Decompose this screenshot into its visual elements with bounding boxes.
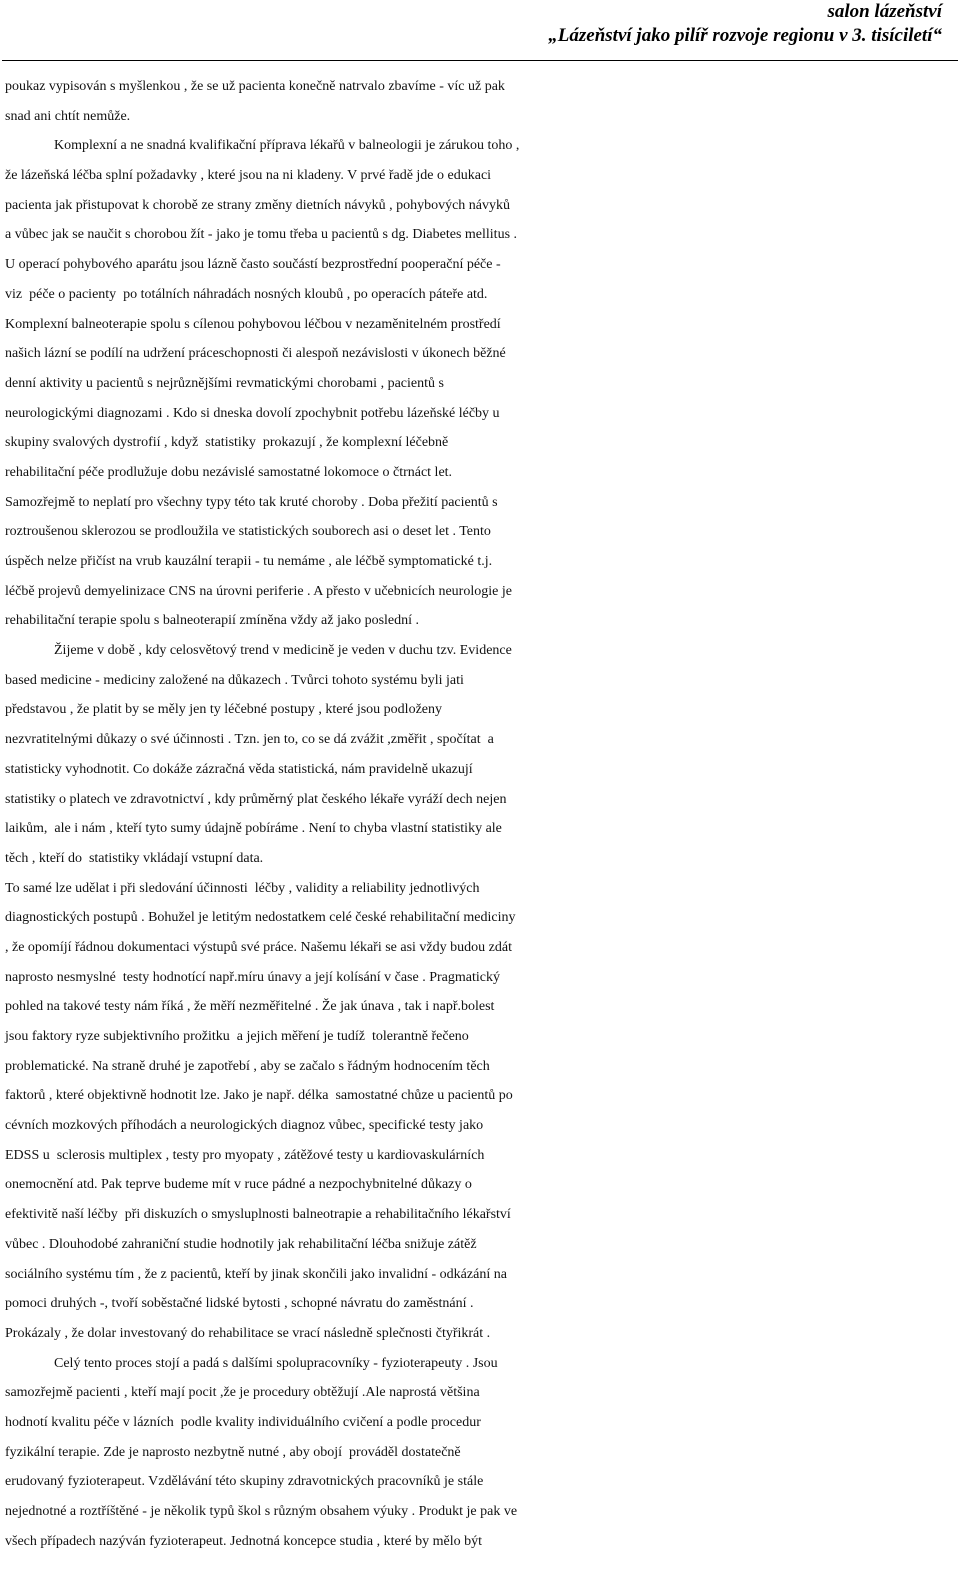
text-line: U operací pohybového aparátu jsou lázně často součástí bezprostřední pooperační péče -	[5, 257, 501, 273]
text-line: Komplexní a ne snadná kvalifikační příprava lékařů v balneologii je zárukou toho ,	[5, 138, 520, 154]
text-line: hodnotí kvalitu péče v lázních podle kvality individuálního cvičení a podle procedur	[5, 1414, 481, 1430]
text-line: Žijeme v době , kdy celosvětový trend v medicině je veden v duchu tzv. Evidence	[5, 643, 512, 659]
text-line: sociálního systému tím , že z pacientů, kteří by jinak skončili jako invalidní - odkázání na	[5, 1266, 507, 1282]
text-line: rehabilitační péče prodlužuje dobu nezávislé samostatné lokomoce o čtrnáct let.	[5, 464, 453, 480]
text-line: jsou faktory ryze subjektivního prožitku a jejich měření je tudíž tolerantně řečeno	[5, 1029, 469, 1044]
header-line-2: „Lázeňství jako pilíř rozvoje regionu v 3. tisíciletí“	[548, 25, 942, 46]
text-line: Prokázaly , že dolar investovaný do rehabilitace se vrací následně splečnosti čtyřikrát .	[5, 1325, 491, 1341]
text-line: Celý tento proces stojí a padá s dalšími spolupracovníky - fyzioterapeuty . Jsou	[5, 1355, 498, 1371]
text-line: rehabilitační terapie spolu s balneoterapií zmíněna vždy až jako poslední .	[5, 613, 420, 629]
text-line: vůbec . Dlouhodobé zahraniční studie hodnotily jak rehabilitační léčba snižuje zátěž	[5, 1236, 477, 1252]
text-line: těch , kteří do statistiky vkládají vstupní data.	[5, 850, 264, 866]
text-line: léčbě projevů demyelinizace CNS na úrovni periferie . A přesto v učebnicích neurologie je	[5, 583, 512, 599]
text-line: úspěch nelze přičíst na vrub kauzální terapii - tu nemáme , ale léčbě symptomatické t.j.	[5, 554, 493, 569]
text-line: pohled na takové testy nám říká , že měří nezměřitelné . Že jak únava , tak i např.bolest	[5, 999, 495, 1015]
text-line: pacienta jak přistupovat k chorobě ze strany změny dietních návyků , pohybových návyků	[5, 197, 511, 213]
text-line: denní aktivity u pacientů s nejrůznějšími revmatickými chorobami , pacientů s	[5, 375, 444, 391]
running-header	[548, 0, 942, 48]
text-line: efektivitě naší léčby při diskuzích o smysluplnosti balneotrapie a rehabilitačního lékařství	[5, 1207, 511, 1223]
text-line: naprosto nesmyslné testy hodnotící např.míru únavy a její kolísání v čase . Pragmatický	[5, 969, 500, 985]
text-line: viz péče o pacienty po totálních náhradách nosných kloubů , po operacích páteře atd.	[5, 286, 488, 302]
text-line: onemocnění atd. Pak teprve budeme mít v ruce pádné a nezpochybnitelné důkazy o	[5, 1177, 472, 1193]
text-line: erudovaný fyzioterapeut. Vzdělávání této skupiny zdravotnických pracovníků je stále	[5, 1474, 484, 1490]
text-line: všech případech nazýván fyzioterapeut. Jednotná koncepce studia , které by mělo být	[5, 1533, 482, 1549]
text-line: diagnostických postupů . Bohužel je letitým nedostatkem celé české rehabilitační mediciny	[5, 910, 516, 926]
body-text	[5, 72, 960, 1556]
header-line-1: salon lázeňství	[827, 1, 942, 22]
text-line: laikům, ale i nám , kteří tyto sumy údajně pobíráme . Není to chyba vlastní statistiky ale	[5, 821, 502, 837]
text-line: problematické. Na straně druhé je zapotřebí , aby se začalo s řádným hodnocením těch	[5, 1058, 490, 1074]
text-line: , že opomíjí řádnou dokumentaci výstupů své práce. Našemu lékaři se asi vždy budou zdát	[5, 939, 512, 955]
text-line: faktorů , které objektivně hodnotit lze. Jako je např. délka samostatné chůze u pacientů po	[5, 1088, 513, 1104]
text-line: představou , že platit by se měly jen ty léčebné postupy , které jsou podloženy	[5, 702, 442, 718]
text-line: a vůbec jak se naučit s chorobou žít - jako je tomu třeba u pacientů s dg. Diabetes mellitus .	[5, 227, 518, 243]
text-line: cévních mozkových příhodách a neurologických diagnoz vůbec, specifické testy jako	[5, 1118, 484, 1134]
text-line: skupiny svalových dystrofií , když statistiky prokazují , že komplexní léčebně	[5, 435, 449, 451]
text-line: našich lázní se podílí na udržení práceschopnosti či alespoň nezávislosti v úkonech běžné	[5, 346, 506, 362]
text-line: samozřejmě pacienti , kteří mají pocit ,že je procedury obtěžují .Ale naprostá většina	[5, 1385, 480, 1401]
header-rule	[2, 60, 958, 61]
text-line: nezvratitelnými důkazy o své účinnosti . Tzn. jen to, co se dá zvážit ,změřit , spočítat a	[5, 732, 494, 748]
text-line: statistiky o platech ve zdravotnictví , kdy průměrný plat českého lékaře vyráží dech nejen	[5, 791, 507, 807]
text-line: based medicine - mediciny založené na důkazech . Tvůrci tohoto systému byli jati	[5, 672, 464, 688]
text-line: nejednotné a roztříštěné - je několik typů škol s různým obsahem výuky . Produkt je pak ve	[5, 1504, 518, 1519]
text-line: Komplexní balneoterapie spolu s cílenou pohybovou léčbou v nezaměnitelném prostředí	[5, 316, 501, 332]
text-line: statisticky vyhodnotit. Co dokáže zázračná věda statistická, nám pravidelně ukazují	[5, 761, 473, 777]
text-line: snad ani chtít nemůže.	[5, 108, 131, 124]
text-line: fyzikální terapie. Zde je naprosto nezbytně nutné , aby obojí prováděl dostatečně	[5, 1444, 461, 1460]
text-line: neurologickými diagnozami . Kdo si dneska dovolí zpochybnit potřebu lázeňské léčby u	[5, 405, 500, 421]
text-line: roztroušenou sklerozou se prodloužila ve statistických souborech asi o deset let . Tento	[5, 524, 491, 540]
text-line: že lázeňská léčba splní požadavky , které jsou na ni kladeny. V prvé řadě jde o edukaci	[5, 168, 492, 184]
text-line: Samozřejmě to neplatí pro všechny typy této tak kruté choroby . Doba přežití pacientů s	[5, 494, 498, 510]
text-line: EDSS u sclerosis multiplex , testy pro myopaty , zátěžové testy u kardiovaskulárních	[5, 1147, 485, 1163]
text-line: To samé lze udělat i při sledování účinnosti léčby , validity a reliability jednotlivých	[5, 880, 480, 896]
text-line: pomoci druhých -, tvoří soběstačné lidské bytosti , schopné návratu do zaměstnání .	[5, 1296, 474, 1312]
text-line: poukaz vypisován s myšlenkou , že se už pacienta konečně natrvalo zbavíme - víc už pak	[5, 79, 505, 94]
